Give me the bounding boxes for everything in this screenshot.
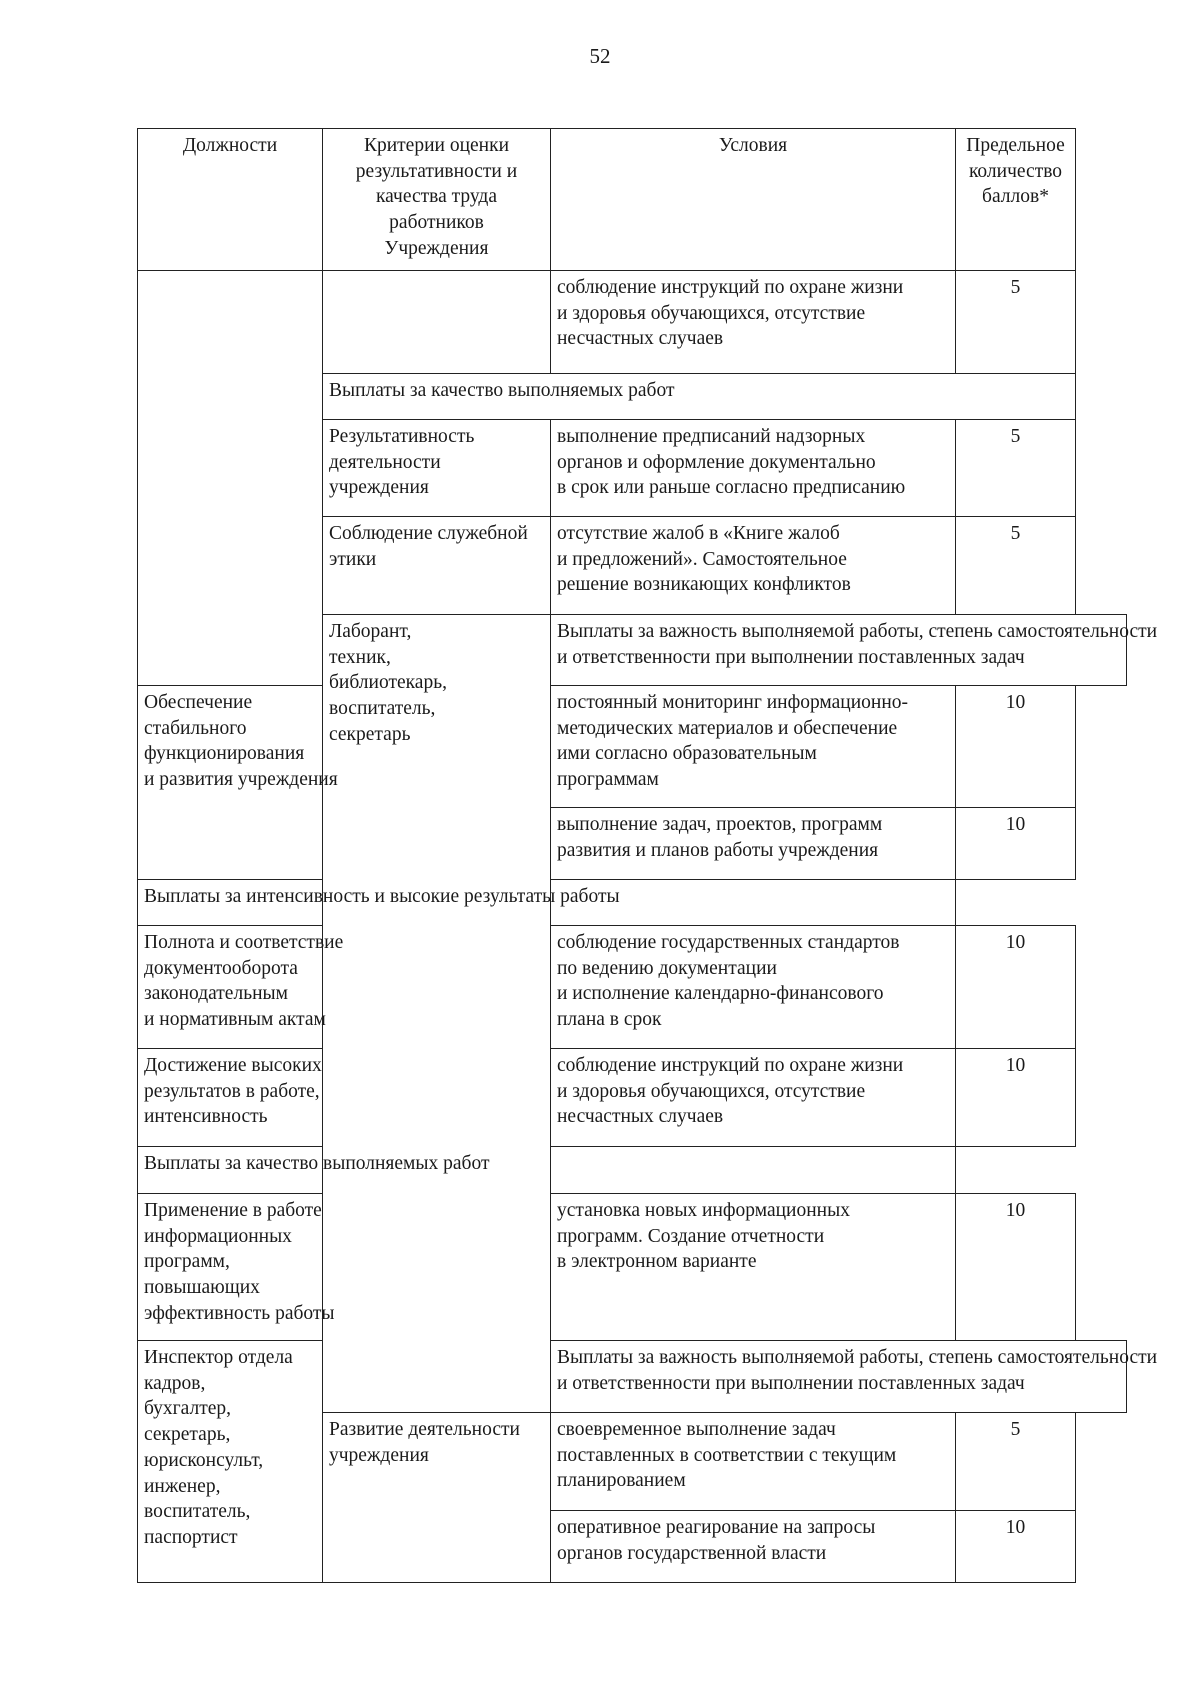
header-points: Предельное количество баллов*: [956, 129, 1076, 271]
position-cell-group3: Инспектор отдела кадров, бухгалтер, секретарь, юрисконсульт, инженер, воспитатель, паспортист: [138, 1341, 323, 1583]
points-cell: 10: [956, 686, 1076, 808]
table-header-row: [138, 129, 1127, 271]
header-conditions: Условия: [551, 129, 956, 271]
section-heading: Выплаты за интенсивность и высокие результаты работы: [138, 880, 956, 926]
section-row: [138, 1147, 1127, 1194]
criterion-cell: Обеспечение стабильного функционирования и развития учреждения: [138, 686, 323, 880]
table-row: [138, 271, 1127, 374]
points-cell: 5: [956, 420, 1076, 517]
criterion-cell: Достижение высоких результатов в работе, интенсивность: [138, 1049, 323, 1147]
condition-cell: выполнение предписаний надзорных органов и оформление документально в срок или раньше согласно предписанию: [551, 420, 956, 517]
condition-cell: соблюдение государственных стандартов по ведению документации и исполнение календарно-финансового плана в срок: [551, 926, 956, 1049]
page-number: 52: [589, 44, 611, 68]
criterion-cell: Развитие деятельности учреждения: [323, 1413, 551, 1583]
table-row: [138, 1194, 1127, 1341]
condition-cell: своевременное выполнение задач поставленных в соответствии с текущим планированием: [551, 1413, 956, 1511]
section-row: [138, 1341, 1127, 1413]
condition-cell: соблюдение инструкций по охране жизни и здоровья обучающихся, отсутствие несчастных случаев: [551, 271, 956, 374]
condition-cell: оперативное реагирование на запросы органов государственной власти: [551, 1511, 956, 1583]
condition-cell: отсутствие жалоб в «Книге жалоб и предложений». Самостоятельное решение возникающих конфликтов: [551, 517, 956, 615]
header-criteria: Критерии оценки результативности и качества труда работников Учреждения: [323, 129, 551, 271]
condition-cell: выполнение задач, проектов, программ развития и планов работы учреждения: [551, 808, 956, 880]
header-position: Должности: [138, 129, 323, 271]
criterion-cell: Соблюдение служебной этики: [323, 517, 551, 615]
table-row: [138, 686, 1127, 808]
points-cell: 10: [956, 926, 1076, 1049]
points-cell: 10: [956, 1194, 1076, 1341]
points-cell: 5: [956, 271, 1076, 374]
points-cell: 5: [956, 517, 1076, 615]
position-cell-group2: Лаборант, техник, библиотекарь, воспитатель, секретарь: [323, 615, 551, 1413]
criterion-cell: Полнота и соответствие документооборота законодательным и нормативным актам: [138, 926, 323, 1049]
position-cell-group1: [138, 271, 323, 686]
condition-cell: постоянный мониторинг информационно- методических материалов и обеспечение ими согласно образовательным программам: [551, 686, 956, 808]
points-cell: 5: [956, 1413, 1076, 1511]
points-cell: 10: [956, 1511, 1076, 1583]
points-cell: 10: [956, 1049, 1076, 1147]
points-cell: 10: [956, 808, 1076, 880]
condition-cell: установка новых информационных программ. Создание отчетности в электронном варианте: [551, 1194, 956, 1341]
criterion-cell: Результативность деятельности учреждения: [323, 420, 551, 517]
criterion-cell: Применение в работе информационных программ, повышающих эффективность работы: [138, 1194, 323, 1341]
condition-cell: соблюдение инструкций по охране жизни и здоровья обучающихся, отсутствие несчастных случаев: [551, 1049, 956, 1147]
section-heading: Выплаты за качество выполняемых работ: [323, 374, 1076, 420]
table-row: [138, 926, 1127, 1049]
section-heading: Выплаты за важность выполняемой работы, степень самостоятельности и ответственности при выполнении поставленных задач: [551, 615, 1127, 686]
section-heading: Выплаты за важность выполняемой работы, степень самостоятельности и ответственности при выполнении поставленных задач: [551, 1341, 1127, 1413]
section-row: [138, 880, 1127, 926]
table-row: [138, 1049, 1127, 1147]
criteria-table: [137, 128, 1158, 1583]
criterion-cell-empty: [323, 271, 551, 374]
section-heading: Выплаты за качество выполняемых работ: [138, 1147, 956, 1194]
